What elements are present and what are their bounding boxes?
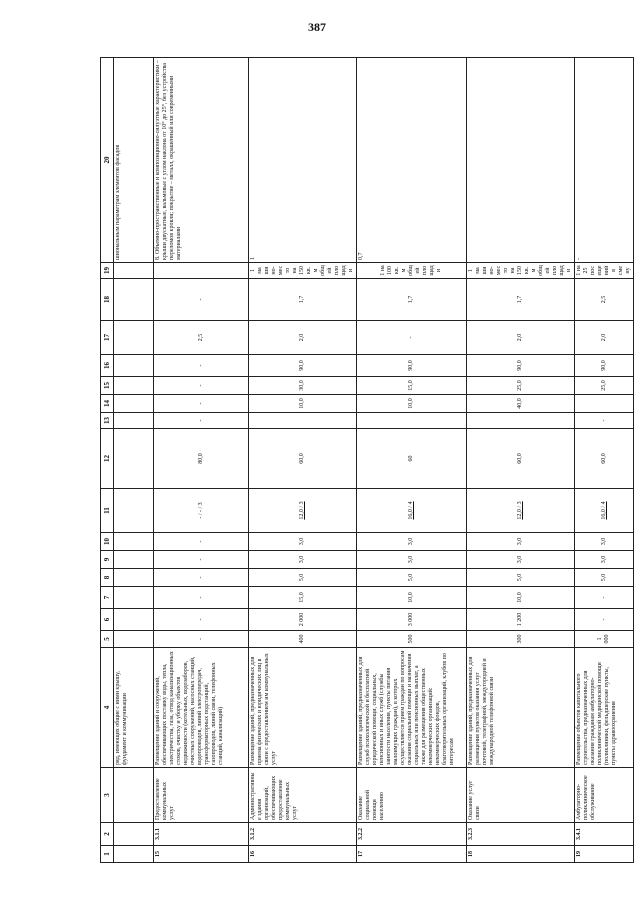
row-number: 18	[467, 846, 575, 863]
table-cell: Амбулаторно-поликлиническое обслуживание	[575, 768, 634, 823]
table-cell	[114, 846, 154, 863]
col-header: 15	[101, 377, 114, 395]
row-code: 3.4.1	[575, 823, 634, 846]
table-cell: Оказание социальной помощи населению	[357, 768, 467, 823]
col-header: 18	[101, 279, 114, 321]
table-cell: Размещение зданий, предназначенных для приема физических и юридических лиц в связи с предоставлением им коммунальных услуг	[249, 648, 357, 768]
table-cell: 5,0	[357, 569, 467, 587]
table-cell: 60,0	[575, 429, 634, 489]
table-cell: 1,7	[249, 279, 357, 321]
row-code: 3.1.1	[154, 823, 249, 846]
table-cell: -	[154, 533, 249, 551]
table-cell: Оказание услуг связи	[467, 768, 575, 823]
table-cell: 60,0	[467, 429, 575, 489]
table-cell	[114, 823, 154, 846]
col-header: 12	[101, 429, 114, 489]
table-cell: 16,0 / 4	[357, 489, 467, 533]
row-code: 3.2.2	[357, 823, 467, 846]
table-cell: 0,7	[357, 58, 467, 263]
table-cell: 3,0	[249, 551, 357, 569]
row-number: 19	[575, 846, 634, 863]
table-cell: 3,0	[357, 551, 467, 569]
table-cell: 2,5	[575, 279, 634, 321]
table-cell: 10,0	[467, 587, 575, 609]
col-header: 16	[101, 355, 114, 377]
table-cell: -	[575, 413, 634, 429]
table-cell	[114, 551, 154, 569]
regulations-table	[100, 57, 634, 863]
table-cell: -	[154, 551, 249, 569]
table-cell: 5,0	[467, 569, 575, 587]
table-row	[357, 58, 467, 863]
table-cell: -	[154, 631, 249, 648]
table-cell: 90,0	[357, 355, 467, 377]
table-cell: 8. Объемно-пространственные и композиционно-силуэтные характеристики – крыши двускатные, вальмовые с углом наклона от 10° до 25°, без устройства переломов кровли; покрытие – металл, окрашенный или современными материалами	[154, 58, 249, 263]
table-cell: Размещение зданий, предназначенных для служб психологической и бесплатной юридической помощи, социальных, пенсионных и иных служб (службы занятости населения, пункты питания малоимущих граждан), в которых осуществляется прием граждан по вопросам оказания социальной помощи и назначения социальных или пенсионных выплат, а также для размещения общественных некоммерческих организаций: некоммерческих фондов, благотворительных организаций, клубов по интересам	[357, 648, 467, 768]
table-cell: 1 на 100 кв. м общей площади	[357, 263, 467, 279]
table-cell: 3,0	[575, 551, 634, 569]
table-cell	[114, 377, 154, 395]
table-cell: шиональным параметрам элементов фасадов	[114, 58, 154, 263]
col-header: 3	[101, 768, 114, 823]
table-cell: Размещение объектов капитального строительства, предназначенных для оказания гражданам амбулаторно-поликлинической медицинской помощи (поликлиники, фельдшерские пункты, пункты здравоохранения	[575, 648, 634, 768]
table-cell: 10,0	[357, 587, 467, 609]
col-header: 2	[101, 823, 114, 846]
table-cell: -	[154, 609, 249, 631]
table-cell: 15,0	[357, 377, 467, 395]
col-header: 17	[101, 321, 114, 355]
table-cell	[575, 395, 634, 413]
table-cell: 1,7	[357, 279, 467, 321]
col-header: 10	[101, 533, 114, 551]
table-cell: -	[575, 609, 634, 631]
table-cell: 2,0	[249, 321, 357, 355]
table-cell: 3,0	[467, 533, 575, 551]
table-cell: 3,0	[249, 533, 357, 551]
table-cell	[114, 533, 154, 551]
table-cell: 15,0	[249, 587, 357, 609]
table-cell: -	[154, 395, 249, 413]
table-cell: 3 000	[357, 609, 467, 631]
table-cell	[154, 263, 249, 279]
col-header: 4	[101, 648, 114, 768]
table-cell: 90,0	[249, 355, 357, 377]
table-cell: 2,0	[467, 321, 575, 355]
table-cell: -	[575, 58, 634, 263]
col-header: 8	[101, 569, 114, 587]
table-cell	[357, 413, 467, 429]
rotated-page	[100, 60, 631, 863]
table-cell: -	[357, 321, 467, 355]
table-cell: Предоставление коммунальных услуг	[154, 768, 249, 823]
table-cell: 12,0 / 3	[249, 489, 357, 533]
table-cell	[114, 587, 154, 609]
table-cell	[114, 489, 154, 533]
rotated-table-area	[100, 60, 631, 863]
table-cell: - / - / 3	[154, 489, 249, 533]
table-cell: 3,0	[575, 533, 634, 551]
table-cell	[467, 58, 575, 263]
table-cell	[114, 321, 154, 355]
table-cell: 1 машино-место на 150 кв. м общей площади	[467, 263, 575, 279]
table-cell: Размещение зданий, предназначенных для размещения пунктов оказания услуг почтовой, телеграфной, междугородней и международной телефонной связи	[467, 648, 575, 768]
table-cell: 3,0	[357, 533, 467, 551]
row-code: 3.2.3	[467, 823, 575, 846]
table-cell: 25,0	[575, 377, 634, 395]
table-cell	[114, 609, 154, 631]
table-cell: 5,0	[249, 569, 357, 587]
table-cell: 1 200	[467, 609, 575, 631]
col-header: 14	[101, 395, 114, 413]
row-number: 17	[357, 846, 467, 863]
col-header: 13	[101, 413, 114, 429]
table-row	[154, 58, 249, 863]
table-cell: 1 на 25 посещений в смену	[575, 263, 634, 279]
row-code: 3.1.2	[249, 823, 357, 846]
table-cell: 25,0	[467, 377, 575, 395]
table-cell: 30,0	[249, 377, 357, 395]
table-cell	[114, 263, 154, 279]
col-header: 19	[101, 263, 114, 279]
table-row	[249, 58, 357, 863]
table-cell: 90,0	[467, 355, 575, 377]
table-cell: 1	[249, 58, 357, 263]
table-cell	[114, 768, 154, 823]
table-cell: Размещение зданий и сооружений, обеспечивающих поставку воды, тепла, электричества, газа, отвод канализационных стоков, очистку и уборку объектов недвижимости (котельных, водозаборов, очистных сооружений, насосных станций, водопроводов, линий электропередач, трансформаторных подстанций, газопроводов, линий связи, телефонных станций, канализаций)	[154, 648, 249, 768]
table-cell: 10,0	[249, 395, 357, 413]
table-cell: 1,7	[467, 279, 575, 321]
table-cell: -	[154, 587, 249, 609]
table-cell: 500	[357, 631, 467, 648]
table-cell: -	[154, 569, 249, 587]
table-cell: 1 000	[575, 631, 634, 648]
col-header: 6	[101, 609, 114, 631]
table-cell	[114, 355, 154, 377]
col-header: 1	[101, 846, 114, 863]
table-cell: 3,0	[467, 551, 575, 569]
table-cell	[114, 569, 154, 587]
table-cell: 60	[357, 429, 467, 489]
table-cell: -	[154, 279, 249, 321]
col-header: 5	[101, 631, 114, 648]
page-number: 387	[308, 20, 326, 34]
table-cell: 5,0	[575, 569, 634, 587]
table-cell: 40,0	[467, 395, 575, 413]
header-row	[101, 58, 114, 863]
table-cell: 12,0 / 3	[467, 489, 575, 533]
table-cell: Административные здания организаций, обеспечивающих предоставление коммунальных услуг	[249, 768, 357, 823]
table-cell	[114, 395, 154, 413]
table-cell: 400	[249, 631, 357, 648]
row-number: 16	[249, 846, 357, 863]
table-cell: 1 машино-место на 150 кв. м общей площади	[249, 263, 357, 279]
table-cell: 80,0	[154, 429, 249, 489]
table-cell	[467, 413, 575, 429]
col-header: 9	[101, 551, 114, 569]
table-cell: -	[154, 377, 249, 395]
col-header: 7	[101, 587, 114, 609]
table-cell: 2 000	[249, 609, 357, 631]
table-cell	[114, 413, 154, 429]
table-row	[114, 58, 154, 863]
table-cell	[114, 279, 154, 321]
table-cell	[114, 631, 154, 648]
row-number: 15	[154, 846, 249, 863]
col-header: 11	[101, 489, 114, 533]
table-cell: 10,0	[357, 395, 467, 413]
table-cell: -	[154, 413, 249, 429]
table-cell: ряд, имеющих общие с ними крышу, фундамент и коммуникации	[114, 648, 154, 768]
table-cell: 60,0	[249, 429, 357, 489]
table-cell: 300	[467, 631, 575, 648]
table-cell	[249, 413, 357, 429]
table-cell: -	[154, 355, 249, 377]
table-row	[575, 58, 634, 863]
table-cell: 2,0	[575, 321, 634, 355]
table-cell: -	[575, 587, 634, 609]
table-cell	[114, 429, 154, 489]
table-cell: 16,0 / 4	[575, 489, 634, 533]
table-cell: 2,5	[154, 321, 249, 355]
col-header: 20	[101, 58, 114, 263]
table-row	[467, 58, 575, 863]
table-cell: 90,0	[575, 355, 634, 377]
